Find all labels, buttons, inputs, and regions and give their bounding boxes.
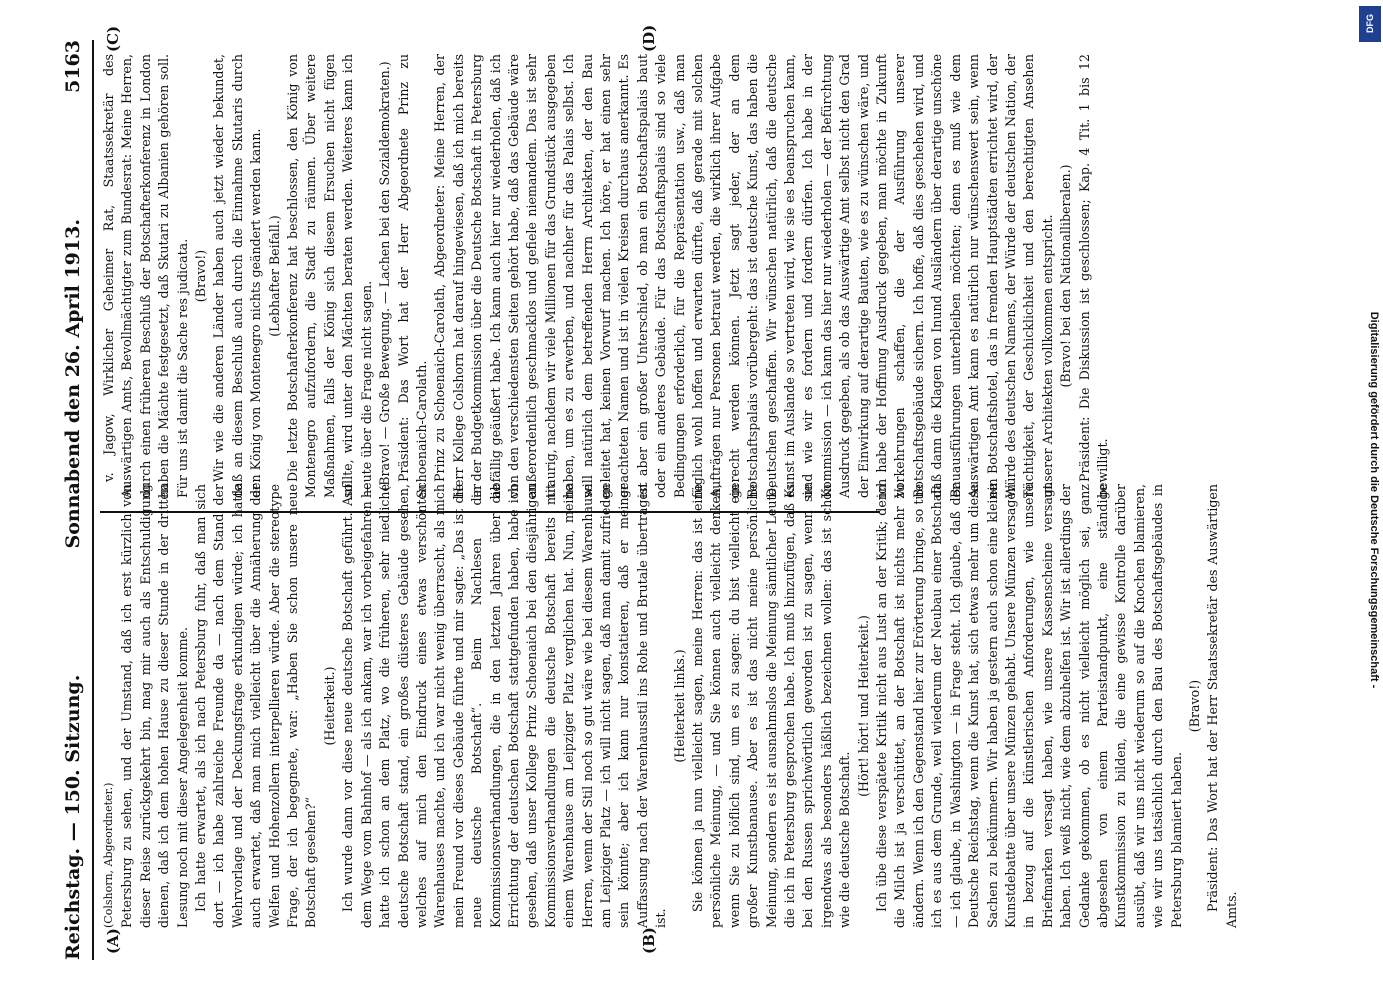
header-left: Reichstag. — 150. Sitzung.	[62, 674, 84, 960]
header-page-number: 5163	[62, 40, 84, 93]
margin-letter-d: (D)	[640, 24, 658, 52]
reaction: (Bravo!)	[1186, 679, 1202, 733]
margin-letter-c: (C)	[104, 25, 122, 52]
margin-letter-b: (B)	[640, 927, 658, 954]
reaction: (Hört! hört! und Heiterkeit.)	[855, 615, 871, 797]
digitization-credit	[1355, 0, 1383, 1000]
margin-letter-a: (A)	[104, 928, 122, 954]
dfg-logo: DFG	[1359, 6, 1381, 42]
header-center: Sonnabend den 26. April 1913.	[62, 219, 84, 549]
reaction: (Bravo! — Große Bewegung. — Lachen bei den Sozialdemokraten.)	[377, 61, 393, 491]
paragraph: v. Jagow, Wirklicher Geheimer Rat, Staatssekretär des Auswärtigen Amts, Bevollmächtigter zum Bundesrat: Meine Herren, durch einen früheren Beschluß der Botschafterkonferenz in London haben die Mächte festgesetzt, daß Skutari zu Albanien gehören soll. Für uns ist damit die Sache res judicata.	[101, 54, 190, 498]
paragraph: Petersburg zu sehen, und der Umstand, daß ich erst kürzlich von dieser Reise zurückgekehrt bin, mag mir auch als Entschuldigung dienen, daß ich dem hohen Hause zu dieser Stunde in der dritten Lesung noch mit dieser Angelegenheit komme.	[119, 484, 190, 928]
paragraph: Wir wie die anderen Länder haben auch jetzt wieder bekundet, daß an diesem Beschluß auch durch die Einnahme Skutaris durch den König von Montenegro nichts geändert werden kann.	[211, 54, 264, 498]
paragraph: Sie können ja nun vielleicht sagen, meine Herren: das ist eine persönliche Meinung, — und Sie können auch vielleicht denken, wenn Sie zu höflich sind, um es zu sagen: du bist vielleicht ein großer Kunstbanause. Aber es ist das nicht meine persönliche Meinung, sondern es ist ausnahmslos die Meinung sämtlicher Leute, die ich in Petersburg gesprochen habe. Ich muß hinzufügen, daß es bei den Russen sprichwörtlich geworden ist zu sagen, wenn sie irgendwas als besonders häßlich bezeichnen wollen: das ist schön wie die deutsche Botschaft.	[690, 484, 853, 928]
credit-text: Digitalisierung gefördert durch die Deutsche Forschungsgemeinschaft -	[1368, 311, 1380, 689]
paragraph: Präsident: Das Wort hat der Herr Staatssekretär des Auswärtigen Amts.	[1205, 484, 1239, 928]
paragraph: Präsident: Die Diskussion ist geschlossen; Kap. 4 Tit. 1 bis 12 bewilligt.	[1076, 54, 1110, 498]
header-rule	[92, 40, 94, 960]
page-header	[56, 40, 90, 960]
column-divider	[100, 511, 880, 513]
paragraph: Die letzte Botschafterkonferenz hat beschlossen, den König von Montenegro aufzufordern, die Stadt zu räumen. Über weitere Maßnahmen, falls der König sich diesem Ersuchen nicht fügen sollte, wird unter den Mächten beraten werden. Weiteres kann ich heute über die Frage nicht sagen.	[285, 54, 374, 498]
paragraph: Ich hatte erwartet, als ich nach Petersburg fuhr, daß man sich dort — ich habe zahlreiche Freunde da — nach dem Stand der Wehrvorlage und der Deckungsfrage erkundigen würde; ich hatte auch erwartet, daß man mich vielleicht über die Annäherung der Welfen und Hohenzollern interpellieren würde. Aber die stereotype Frage, der ich begegnete, war: „Haben Sie schon unsere neue Botschaft gesehen?“	[193, 484, 319, 928]
right-column	[100, 54, 1112, 498]
reaction: (Bravo! bei den Nationalliberalen.)	[1058, 164, 1074, 388]
reaction: (Heiterkeit links.)	[671, 649, 687, 763]
speaker-tag: (Colshorn, Abgeordneter.)	[102, 782, 115, 928]
reaction: (Lebhafter Beifall.)	[266, 215, 282, 337]
reaction: (Heiterkeit.)	[321, 666, 337, 746]
paragraph: Präsident: Das Wort hat der Herr Abgeordnete Prinz zu Schoenaich-Carolath.	[395, 54, 429, 498]
reaction: (Bravo!)	[193, 249, 209, 303]
left-column	[100, 484, 1241, 928]
paragraph: Ich übe diese verspätete Kritik nicht aus Lust an der Kritik; denn die Milch ist ja verschüttet, an der Botschaft ist nichts mehr zu ändern. Wenn ich den Gegenstand hier zur Erörterung bringe, so tue ich es aus dem Grunde, weil wiederum der Neubau einer Botschaft — ich glaube, in Washington — in Frage steht. Ich glaube, daß der Deutsche Reichstag, wenn die Kunst hat, sich etwas mehr um diese Sachen zu bekümmern. Wir haben ja gestern auch schon eine kleine Kunstdebatte über unsere Münzen gehabt. Unsere Münzen versagen in bezug auf die künstlerischen Anforderungen, wie unsere Briefmarken versagt haben, wie unsere Kassenscheine versagt haben. Ich weiß nicht, wie dem abzuhelfen ist. Wir ist allerdings der Gedanke gekommen, ob es nicht vielleicht möglich sei, ganz abgesehen von einem Parteistandpunkt, eine ständige Kunstkommission zu bilden, die eine gewisse Kontrolle darüber ausübt, daß wir uns nicht wiederum so auf die Knochen blamieren, wie wir uns tatsächlich durch den Bau des Botschaftsgebäudes in Petersburg blamiert haben.	[874, 484, 1184, 928]
paragraph: Ich wurde dann vor diese neue deutsche Botschaft geführt. Auf dem Wege vom Bahnhof — als ich ankam, war ich vorbeigefahren — hatte ich schon an dem Platz, wo die früheren, sehr niedliche deutsche Botschaft stand, ein großes düsteres Gebäude gesehen, welches auf mich den Eindruck eines etwas verschönten Warenhauses machte, und ich war nicht wenig überrascht, als mich mein Freund vor dieses Gebäude führte und mir sagte: „Das ist die neue deutsche Botschaft“. Beim Nachlesen der Kommissionsverhandlungen, die in den letzten Jahren über die Errichtung der deutschen Botschaft stattgefunden haben, habe ich gesehen, daß unser Kollege Prinz Schoenaich bei den diesjährigen Kommissionsverhandlungen die deutsche Botschaft bereits mit einem Warenhause am Leipziger Platz verglichen hat. Nun, meine Herren, wenn der Stil noch so gut wäre wie bei diesem Warenhause am Leipziger Platz — ich will nicht sagen, daß man damit zufrieden sein könnte; aber ich kann nur konstatieren, daß er meiner Auffassung nach der Warenhausstil ins Rohe und Brutale übertragen ist.	[340, 484, 669, 928]
paragraph: Prinz zu Schoenaich-Carolath, Abgeordneter: Meine Herren, der Herr Kollege Colshorn hat darauf hingewiesen, daß ich mich bereits in der Budgetkommission über die Deutsche Botschaft in Petersburg abfällig geäußert habe. Ich kann auch hier nur wiederholen, daß ich von den verschiedensten Seiten gehört habe, daß das Gebäude wäre außerordentlich geschmacklos und gefiele niemandem. Das ist sehr traurig, nachdem wir viele Millionen für das Grundstück ausgegeben haben, um es zu erwerben, und nachher für das Palais selbst. Ich will natürlich dem betreffenden Herrn Architekten, der den Bau geleitet hat, keinen Vorwurf machen. Ich höre, er hat einen sehr geachteten Namen und ist in vielen Kreisen durchaus anerkannt. Es ist aber ein großer Unterschied, ob man ein Botschaftspalais baut oder ein anderes Gebäude. Für das Botschaftspalais sind so viele Bedingungen erforderlich, für die Repräsentation usw., daß man füglich wohl hoffen und erwarten dürfte, daß gerade mit solchen Aufträgen nur Personen betraut werden, die wirklich ihrer Aufgabe gerecht werden können. Jetzt sagt jeder, der an dem Botschaftspalais vorübergeht: das ist deutsche Kunst, das haben die Deutschen geschaffen. Wir wünschen natürlich, daß die deutsche Kunst im Auslande so vertreten wird, wie sie es beanspruchen kann, und wie wir es fordern und fordern dürfen. Ich habe in der Kommission — ich kann das hier nur wiederholen — der Befürchtung Ausdruck gegeben, als ob das Auswärtige Amt selbst nicht den Grad der Einwirkung auf derartige Bauten, wie es zu wünschen wäre, und ich habe der Hoffnung Ausdruck gegeben, man möchte in Zukunft Vorkehrungen schaffen, die der Ausführung unserer Botschaftsgebäude sichern. Ich hoffe, daß dies geschehen wird, und daß dann die Klagen von Inund Ausländern über derartige unschöne Bauausführungen unterbleiben möchten; denn es muß wie dem Auswärtigen Amt kann es natürlich nur wünschenswert sein, wenn ein Botschaftshotel, das in fremden Hauptstädten errichtet wird, der Würde des deutschen Namens, der Würde der deutschen Nation, der Tüchtigkeit, der Geschicklichkeit und den berechtigten Ansehen unserer Architekten vollkommen entspricht.	[432, 54, 1055, 498]
